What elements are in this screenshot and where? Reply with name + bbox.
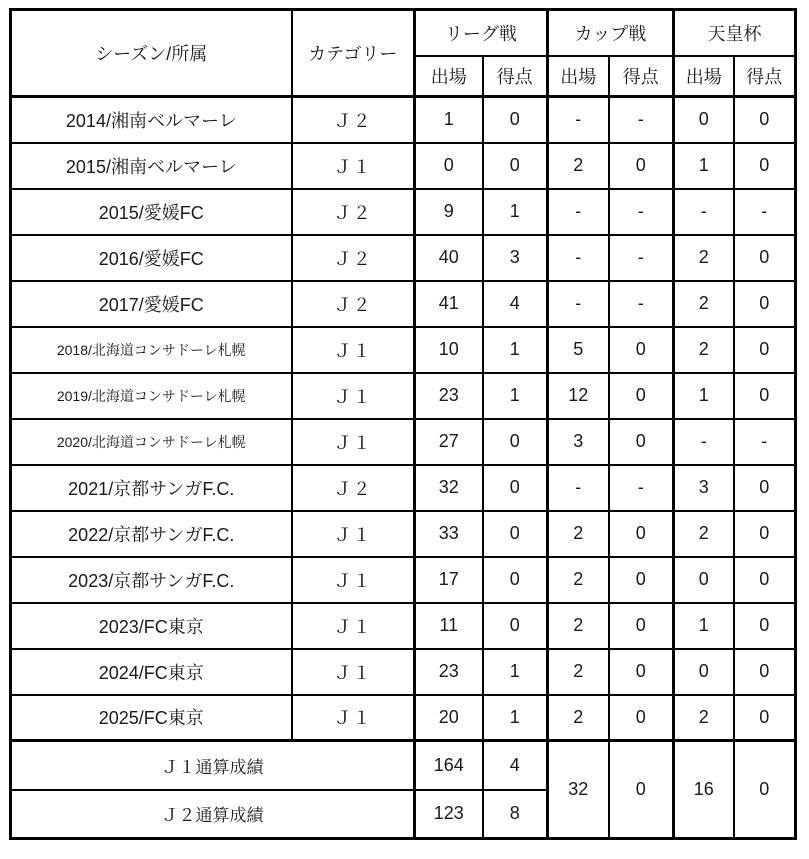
season-club-cell: 2015/愛媛FC <box>11 189 292 235</box>
totals-row-j1 <box>11 741 796 790</box>
cup-apps-cell: 3 <box>548 419 609 465</box>
cup-apps-cell: 2 <box>548 143 609 189</box>
totals-emp-apps: 16 <box>674 741 734 839</box>
header-emp-goals: 得点 <box>734 56 796 97</box>
emp-goals-cell: - <box>734 189 796 235</box>
season-club-cell: 2018/北海道コンサドーレ札幌 <box>11 327 292 373</box>
totals-j1-label: Ｊ１通算成績 <box>11 741 415 790</box>
stats-footer <box>11 741 796 839</box>
cup-goals-cell: - <box>609 465 674 511</box>
table-row <box>11 189 796 235</box>
emp-goals-cell: 0 <box>734 97 796 143</box>
totals-cup-apps: 32 <box>548 741 609 839</box>
season-club-cell: 2025/FC東京 <box>11 695 292 741</box>
league-apps-cell: 9 <box>415 189 483 235</box>
cup-goals-cell: 0 <box>609 649 674 695</box>
stats-header <box>11 10 796 97</box>
table-row <box>11 695 796 741</box>
emp-apps-cell: 2 <box>674 695 734 741</box>
category-cell: Ｊ１ <box>292 695 415 741</box>
header-league: リーグ戦 <box>415 10 548 56</box>
league-goals-cell: 0 <box>483 511 548 557</box>
cup-goals-cell: - <box>609 189 674 235</box>
cup-apps-cell: - <box>548 281 609 327</box>
season-club-cell: 2014/湘南ベルマーレ <box>11 97 292 143</box>
league-goals-cell: 1 <box>483 189 548 235</box>
league-apps-cell: 10 <box>415 327 483 373</box>
header-cup-goals: 得点 <box>609 56 674 97</box>
league-apps-cell: 27 <box>415 419 483 465</box>
league-apps-cell: 20 <box>415 695 483 741</box>
cup-apps-cell: - <box>548 235 609 281</box>
league-goals-cell: 0 <box>483 603 548 649</box>
header-category: カテゴリー <box>292 10 415 97</box>
season-club-cell: 2023/京都サンガF.C. <box>11 557 292 603</box>
table-row <box>11 281 796 327</box>
table-row <box>11 327 796 373</box>
season-club-cell: 2023/FC東京 <box>11 603 292 649</box>
totals-j1-league-apps: 164 <box>415 741 483 790</box>
table-row <box>11 557 796 603</box>
emp-apps-cell: 2 <box>674 511 734 557</box>
emp-goals-cell: 0 <box>734 373 796 419</box>
league-goals-cell: 0 <box>483 557 548 603</box>
emp-apps-cell: 2 <box>674 327 734 373</box>
totals-j2-league-goals: 8 <box>483 790 548 839</box>
totals-cup-goals: 0 <box>609 741 674 839</box>
emp-goals-cell: 0 <box>734 327 796 373</box>
season-club-cell: 2016/愛媛FC <box>11 235 292 281</box>
season-club-cell: 2024/FC東京 <box>11 649 292 695</box>
cup-apps-cell: 2 <box>548 603 609 649</box>
category-cell: Ｊ１ <box>292 419 415 465</box>
category-cell: Ｊ２ <box>292 189 415 235</box>
header-cup-apps: 出場 <box>548 56 609 97</box>
cup-apps-cell: - <box>548 97 609 143</box>
category-cell: Ｊ１ <box>292 603 415 649</box>
header-cup: カップ戦 <box>548 10 674 56</box>
cup-goals-cell: 0 <box>609 603 674 649</box>
category-cell: Ｊ１ <box>292 649 415 695</box>
emp-goals-cell: 0 <box>734 649 796 695</box>
cup-goals-cell: - <box>609 281 674 327</box>
league-goals-cell: 3 <box>483 235 548 281</box>
category-cell: Ｊ１ <box>292 557 415 603</box>
emp-goals-cell: - <box>734 419 796 465</box>
emp-goals-cell: 0 <box>734 603 796 649</box>
totals-j2-label: Ｊ２通算成績 <box>11 790 415 839</box>
league-apps-cell: 40 <box>415 235 483 281</box>
league-goals-cell: 1 <box>483 695 548 741</box>
emp-apps-cell: 0 <box>674 97 734 143</box>
emp-apps-cell: - <box>674 419 734 465</box>
emp-goals-cell: 0 <box>734 557 796 603</box>
cup-goals-cell: 0 <box>609 373 674 419</box>
cup-goals-cell: 0 <box>609 327 674 373</box>
league-apps-cell: 0 <box>415 143 483 189</box>
league-apps-cell: 23 <box>415 373 483 419</box>
totals-emp-goals: 0 <box>734 741 796 839</box>
league-apps-cell: 17 <box>415 557 483 603</box>
stats-body <box>11 97 796 741</box>
emp-apps-cell: 3 <box>674 465 734 511</box>
emp-apps-cell: 1 <box>674 603 734 649</box>
season-club-cell: 2015/湘南ベルマーレ <box>11 143 292 189</box>
season-club-cell: 2019/北海道コンサドーレ札幌 <box>11 373 292 419</box>
category-cell: Ｊ１ <box>292 327 415 373</box>
cup-apps-cell: 2 <box>548 695 609 741</box>
category-cell: Ｊ２ <box>292 281 415 327</box>
table-row <box>11 511 796 557</box>
league-goals-cell: 0 <box>483 97 548 143</box>
category-cell: Ｊ１ <box>292 143 415 189</box>
cup-goals-cell: 0 <box>609 557 674 603</box>
season-club-cell: 2022/京都サンガF.C. <box>11 511 292 557</box>
header-row-groups <box>11 10 796 56</box>
table-row <box>11 97 796 143</box>
table-row <box>11 373 796 419</box>
header-league-goals: 得点 <box>483 56 548 97</box>
cup-apps-cell: 2 <box>548 649 609 695</box>
cup-apps-cell: 2 <box>548 557 609 603</box>
cup-apps-cell: - <box>548 465 609 511</box>
league-goals-cell: 0 <box>483 419 548 465</box>
player-stats-table <box>9 8 797 840</box>
category-cell: Ｊ２ <box>292 97 415 143</box>
category-cell: Ｊ２ <box>292 465 415 511</box>
cup-apps-cell: 2 <box>548 511 609 557</box>
season-club-cell: 2017/愛媛FC <box>11 281 292 327</box>
league-goals-cell: 1 <box>483 373 548 419</box>
cup-goals-cell: 0 <box>609 143 674 189</box>
league-goals-cell: 0 <box>483 465 548 511</box>
cup-goals-cell: - <box>609 97 674 143</box>
cup-goals-cell: 0 <box>609 695 674 741</box>
emp-goals-cell: 0 <box>734 281 796 327</box>
league-goals-cell: 1 <box>483 649 548 695</box>
emp-goals-cell: 0 <box>734 511 796 557</box>
table-row <box>11 419 796 465</box>
league-goals-cell: 4 <box>483 281 548 327</box>
emp-apps-cell: 1 <box>674 373 734 419</box>
emp-apps-cell: 0 <box>674 649 734 695</box>
emp-apps-cell: 0 <box>674 557 734 603</box>
emp-goals-cell: 0 <box>734 143 796 189</box>
header-emperors-cup: 天皇杯 <box>674 10 796 56</box>
category-cell: Ｊ２ <box>292 235 415 281</box>
cup-goals-cell: - <box>609 235 674 281</box>
cup-apps-cell: - <box>548 189 609 235</box>
season-club-cell: 2021/京都サンガF.C. <box>11 465 292 511</box>
league-apps-cell: 23 <box>415 649 483 695</box>
league-apps-cell: 41 <box>415 281 483 327</box>
category-cell: Ｊ１ <box>292 373 415 419</box>
emp-goals-cell: 0 <box>734 695 796 741</box>
table-row <box>11 235 796 281</box>
cup-apps-cell: 5 <box>548 327 609 373</box>
table-row <box>11 465 796 511</box>
player-stats-table-wrap <box>9 8 797 840</box>
league-apps-cell: 32 <box>415 465 483 511</box>
table-row <box>11 603 796 649</box>
league-apps-cell: 1 <box>415 97 483 143</box>
cup-apps-cell: 12 <box>548 373 609 419</box>
league-goals-cell: 1 <box>483 327 548 373</box>
league-apps-cell: 33 <box>415 511 483 557</box>
emp-goals-cell: 0 <box>734 465 796 511</box>
league-goals-cell: 0 <box>483 143 548 189</box>
totals-j2-league-apps: 123 <box>415 790 483 839</box>
emp-apps-cell: - <box>674 189 734 235</box>
emp-apps-cell: 2 <box>674 281 734 327</box>
emp-apps-cell: 1 <box>674 143 734 189</box>
emp-goals-cell: 0 <box>734 235 796 281</box>
header-season-club: シーズン/所属 <box>11 10 292 97</box>
league-apps-cell: 11 <box>415 603 483 649</box>
totals-j1-league-goals: 4 <box>483 741 548 790</box>
emp-apps-cell: 2 <box>674 235 734 281</box>
table-row <box>11 143 796 189</box>
header-emp-apps: 出場 <box>674 56 734 97</box>
season-club-cell: 2020/北海道コンサドーレ札幌 <box>11 419 292 465</box>
cup-goals-cell: 0 <box>609 419 674 465</box>
header-league-apps: 出場 <box>415 56 483 97</box>
category-cell: Ｊ１ <box>292 511 415 557</box>
cup-goals-cell: 0 <box>609 511 674 557</box>
table-row <box>11 649 796 695</box>
